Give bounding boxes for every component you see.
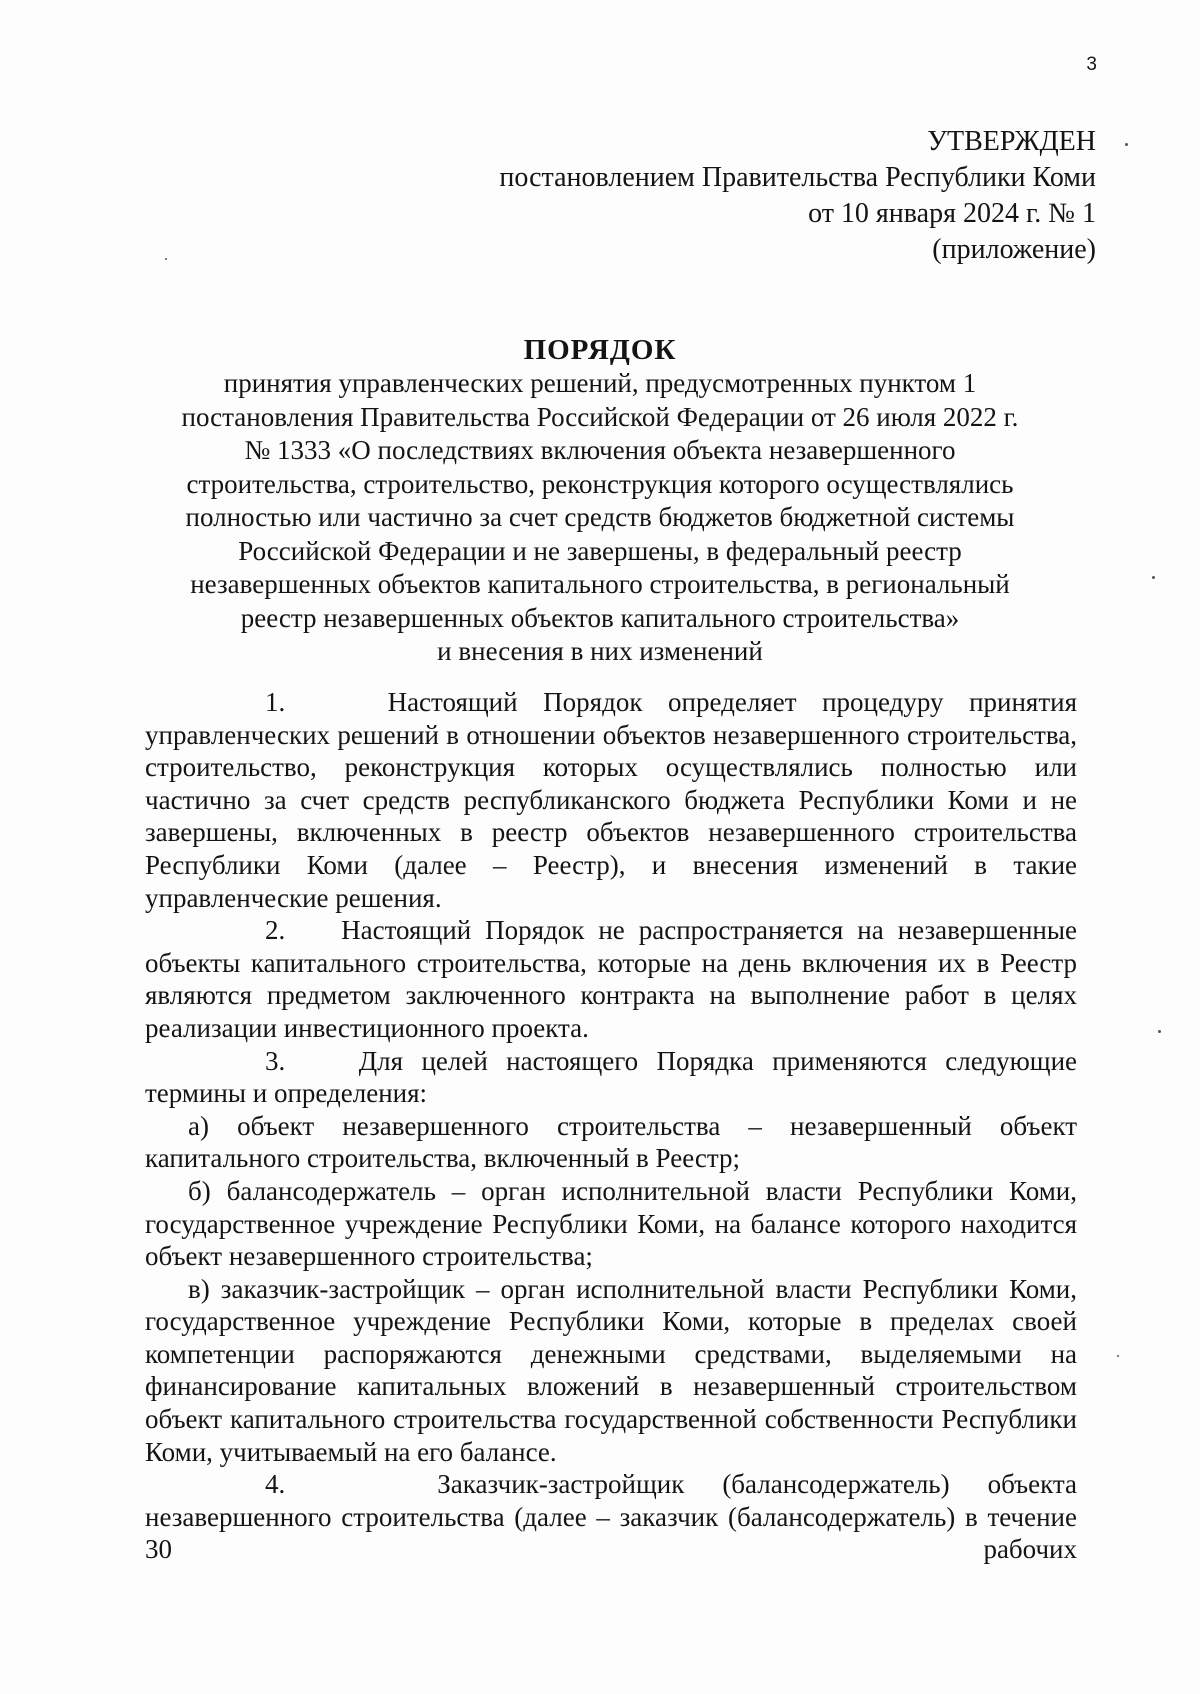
definition-v <box>145 1273 1077 1469</box>
definition-b <box>145 1175 1077 1273</box>
scan-speck <box>1117 1355 1119 1357</box>
definition-label: в) <box>188 1273 210 1304</box>
document-subtitle <box>150 367 1050 669</box>
scan-speck <box>165 258 167 260</box>
definition-a <box>145 1110 1077 1175</box>
subtitle-line: № 1333 «О последствиях включения объекта незавершенного <box>244 435 956 465</box>
approval-issuer: постановлением Правительства Республики Коми <box>499 162 1096 193</box>
subtitle-line: строительства, строительство, реконструкция которого осуществлялись <box>186 468 1014 499</box>
subtitle-line: и внесения в них изменений <box>437 636 763 666</box>
paragraph-number: 1. <box>265 687 286 717</box>
paragraph-number: 2. <box>265 915 286 946</box>
page-number: 3 <box>1086 54 1097 75</box>
paragraph-1 <box>145 686 1077 914</box>
scan-speck <box>1125 143 1128 146</box>
definition-text: заказчик-застройщик – орган исполнительной власти Республики Коми, государственное учреждение Республики Коми, которые в пределах своей компетенции распоряжаются денежными средствами, выделяемыми на финансирование капитальных вложений в незавершенный строительством объект капитального строительства государственной собственности Республики Коми, учитываемый на его балансе. <box>145 1273 1078 1467</box>
definition-label: а) <box>188 1110 209 1141</box>
approval-note: (приложение) <box>932 234 1096 265</box>
subtitle-line: принятия управленческих решений, предусмотренных пунктом 1 <box>223 368 977 398</box>
document-body <box>145 686 1077 1566</box>
subtitle-line: незавершенных объектов капитального строительства, в региональный <box>190 569 1010 599</box>
approval-stamp <box>396 124 1096 268</box>
subtitle-line: Российской Федерации и не завершены, в федеральный реестр <box>238 535 962 566</box>
document-title: ПОРЯДОК <box>523 334 677 366</box>
approval-date-number: от 10 января 2024 г. № 1 <box>808 198 1096 229</box>
approval-status: УТВЕРЖДЕН <box>927 126 1096 157</box>
paragraph-number: 3. <box>265 1045 286 1076</box>
definition-label: б) <box>188 1175 211 1206</box>
paragraph-2 <box>145 914 1077 1044</box>
scan-speck <box>1152 576 1155 579</box>
subtitle-line: постановления Правительства Российской Федерации от 26 июля 2022 г. <box>181 401 1019 432</box>
paragraph-text: Заказчик-застройщик (балансодержатель) объекта незавершенного строительства (далее – заказчик (балансодержатель) в течение 30 рабочих <box>145 1469 1077 1565</box>
document-heading <box>150 333 1050 669</box>
paragraph-number: 4. <box>265 1469 286 1500</box>
paragraph-4 <box>145 1468 1077 1566</box>
scan-speck <box>1158 1030 1161 1033</box>
definition-text: объект незавершенного строительства – незавершенный объект капитального строительства, включенный в Реестр; <box>145 1110 1078 1174</box>
paragraph-text: Для целей настоящего Порядка применяются следующие термины и определения: <box>145 1045 1077 1109</box>
paragraph-text: Настоящий Порядок определяет процедуру принятия управленческих решений в отношении объектов незавершенного строительства, строительство, реконструкция которых осуществлялись полностью или частично за счет средств республиканского бюджета Республики Коми и не завершены, включенных в реестр объектов незавершенного строительства Республики Коми (далее – Реестр), и внесения изменений в такие управленческие решения. <box>145 687 1077 913</box>
definition-text: балансодержатель – орган исполнительной власти Республики Коми, государственное учреждение Республики Коми, на балансе которого находится объект незавершенного строительства; <box>145 1175 1077 1272</box>
subtitle-line: полностью или частично за счет средств бюджетов бюджетной системы <box>185 502 1015 532</box>
subtitle-line: реестр незавершенных объектов капитального строительства» <box>240 602 960 633</box>
paragraph-3 <box>145 1045 1077 1110</box>
paragraph-text: Настоящий Порядок не распространяется на незавершенные объекты капитального строительства, которые на день включения их в Реестр являются предметом заключенного контракта на выполнение работ в целях реализации инвестиционного проекта. <box>145 915 1077 1043</box>
